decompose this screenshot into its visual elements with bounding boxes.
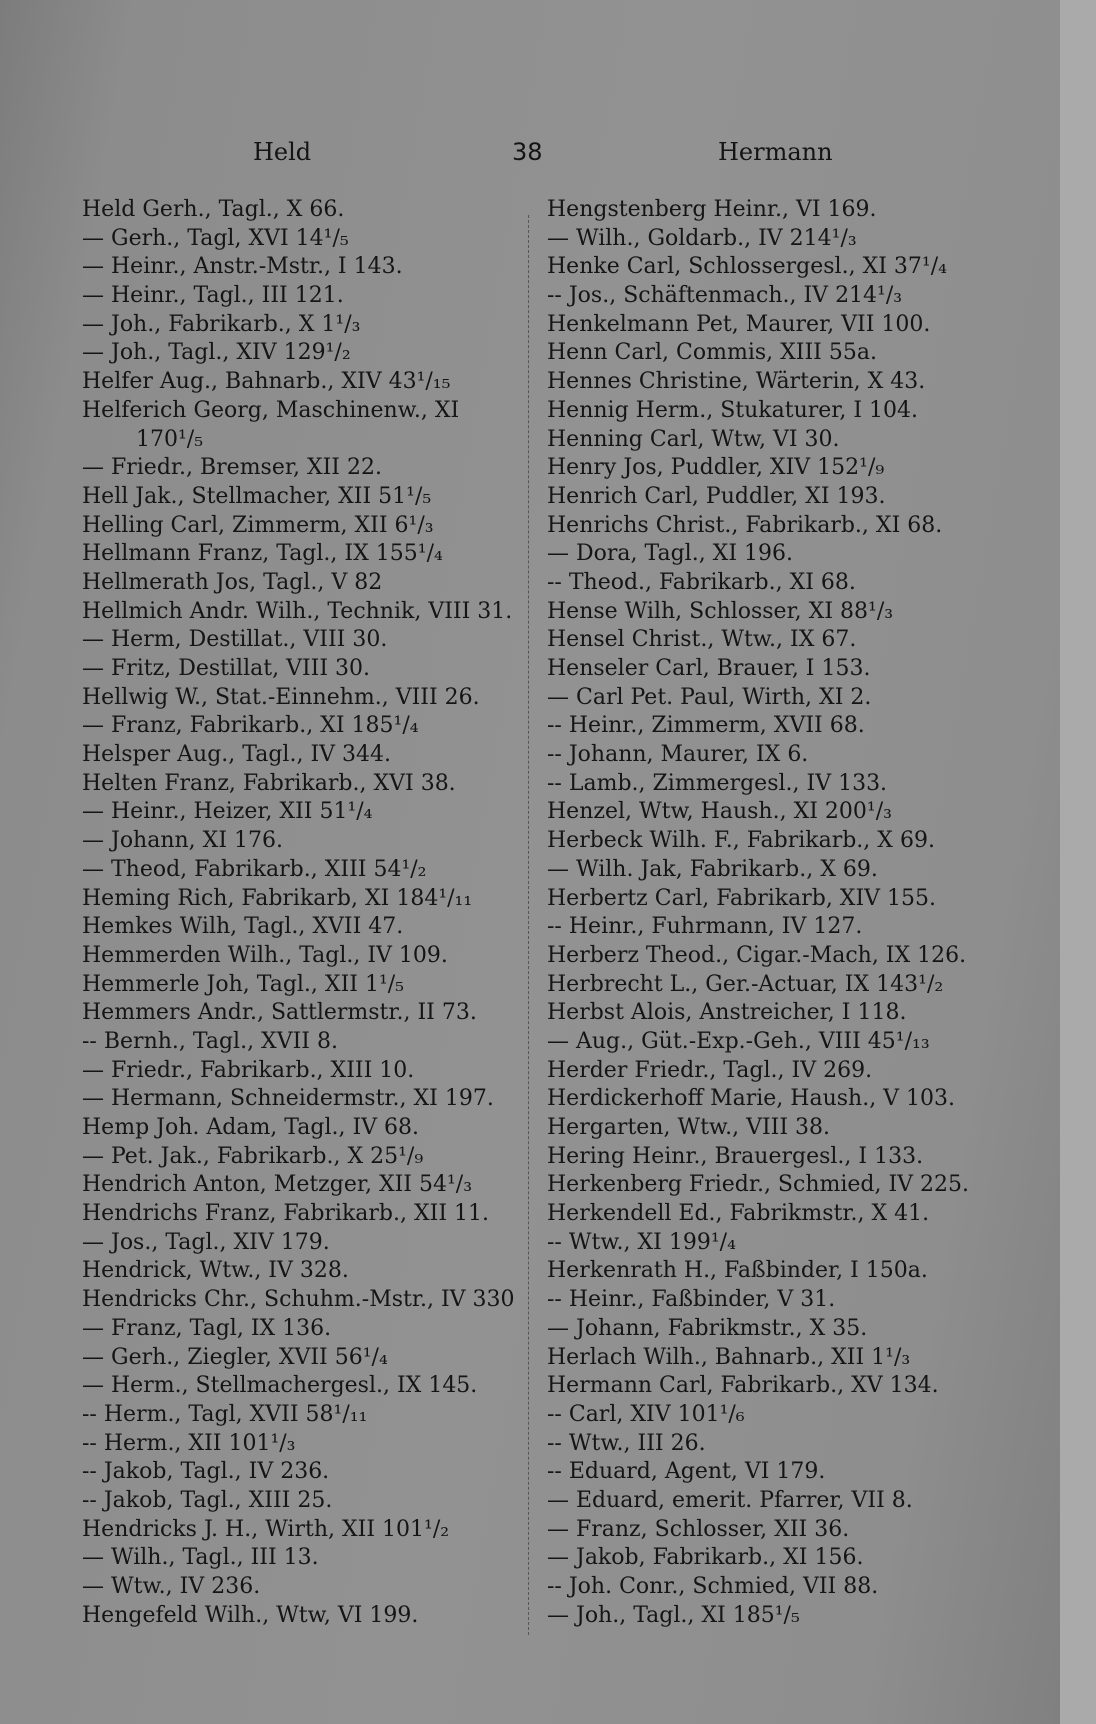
directory-entry: Hennig Herm., Stukaturer, I 104. (547, 397, 919, 423)
directory-entry: Helferich Georg, Maschinenw., XI (82, 397, 460, 423)
directory-entry: Hendricks Chr., Schuhm.-Mstr., IV 330 (82, 1287, 515, 1313)
directory-entry: Hensel Christ., Wtw., IX 67. (547, 627, 857, 653)
directory-entry: -- Heinr., Zimmerm, XVII 68. (547, 713, 865, 739)
directory-entry: -- Carl, XIV 101¹/₆ (547, 1401, 745, 1427)
directory-entry: — Heinr., Anstr.-Mstr., I 143. (82, 254, 403, 280)
directory-entry: — Gerh., Ziegler, XVII 56¹/₄ (82, 1344, 388, 1370)
directory-entry: -- Heinr., Faßbinder, V 31. (547, 1287, 836, 1313)
directory-entry: — Wtw., IV 236. (82, 1574, 261, 1599)
directory-entry: — Herm, Destillat., VIII 30. (82, 627, 388, 653)
directory-entry: Hermann Carl, Fabrikarb., XV 134. (547, 1373, 939, 1399)
directory-entry: Helten Franz, Fabrikarb., XVI 38. (82, 770, 456, 796)
directory-entry: — Heinr., Tagl., III 121. (82, 283, 344, 309)
directory-entry: — Hermann, Schneidermstr., XI 197. (82, 1086, 494, 1112)
directory-entry: -- Wtw., III 26. (547, 1430, 706, 1456)
right-guide-word: Hermann (718, 138, 833, 166)
directory-entry: — Joh., Tagl., XIV 129¹/₂ (82, 340, 351, 366)
directory-entry: — Johann, XI 176. (82, 828, 283, 854)
directory-entry: — Theod, Fabrikarb., XIII 54¹/₂ (82, 856, 427, 882)
directory-entry: Hendrich Anton, Metzger, XII 54¹/₃ (82, 1172, 473, 1198)
directory-entry: Hense Wilh, Schlosser, XI 88¹/₃ (547, 598, 894, 624)
right-column (547, 196, 983, 1630)
directory-entry: -- Jakob, Tagl., XIII 25. (82, 1487, 333, 1513)
directory-entry: — Herm., Stellmachergesl., IX 145. (82, 1373, 478, 1399)
directory-entry: Henrichs Christ., Fabrikarb., XI 68. (547, 512, 943, 538)
directory-entry: Hellmich Andr. Wilh., Technik, VIII 31. (82, 598, 513, 624)
directory-entry: — Johann, Fabrikmstr., X 35. (547, 1315, 868, 1341)
directory-entry: -- Herm., XII 101¹/₃ (82, 1430, 296, 1456)
directory-entry: Henrich Carl, Puddler, XI 193. (547, 483, 886, 509)
directory-entry: Herlach Wilh., Bahnarb., XII 1¹/₃ (547, 1344, 911, 1370)
directory-entry: -- Jos., Schäftenmach., IV 214¹/₃ (547, 283, 903, 309)
directory-entry: Herkenrath H., Faßbinder, I 150a. (547, 1258, 928, 1284)
directory-entry: — Eduard, emerit. Pfarrer, VII 8. (547, 1487, 913, 1513)
directory-entry: — Jos., Tagl., XIV 179. (82, 1229, 330, 1255)
directory-entry: — Fritz, Destillat, VIII 30. (82, 656, 371, 681)
directory-entry: — Gerh., Tagl, XVI 14¹/₅ (82, 225, 349, 251)
directory-entry: Hendricks J. H., Wirth, XII 101¹/₂ (82, 1516, 450, 1542)
directory-entry: Herder Friedr., Tagl., IV 269. (547, 1057, 873, 1083)
page-edge (1060, 0, 1096, 1724)
directory-entry: Herberz Theod., Cigar.-Mach, IX 126. (547, 942, 967, 968)
directory-entry: Hellmann Franz, Tagl., IX 155¹/₄ (82, 541, 443, 567)
directory-entry: Herbeck Wilh. F., Fabrikarb., X 69. (547, 828, 935, 854)
directory-entry: -- Bernh., Tagl., XVII 8. (82, 1028, 338, 1054)
directory-entry: Hergarten, Wtw., VIII 38. (547, 1115, 831, 1140)
directory-entry: Hellmerath Jos, Tagl., V 82 (82, 569, 383, 595)
directory-entry: -- Heinr., Fuhrmann, IV 127. (547, 914, 863, 940)
directory-entry: Herbrecht L., Ger.-Actuar, IX 143¹/₂ (547, 971, 944, 997)
directory-entry: Henry Jos, Puddler, XIV 152¹/₉ (547, 455, 885, 481)
column-divider (528, 215, 529, 1635)
left-guide-word: Held (253, 138, 312, 166)
directory-entry: -- Lamb., Zimmergesl., IV 133. (547, 770, 888, 796)
directory-entry: — Friedr., Bremser, XII 22. (82, 455, 382, 481)
directory-entry: Herdickerhoff Marie, Haush., V 103. (547, 1086, 956, 1112)
directory-entry: Hemmerle Joh, Tagl., XII 1¹/₅ (82, 971, 404, 997)
directory-entry: Hell Jak., Stellmacher, XII 51¹/₅ (82, 483, 432, 509)
directory-entry: — Wilh. Jak, Fabrikarb., X 69. (547, 856, 878, 882)
directory-entry: — Joh., Fabrikarb., X 1¹/₃ (82, 311, 361, 337)
directory-entry: Hemmerden Wilh., Tagl., IV 109. (82, 942, 448, 968)
directory-entry: — Franz, Fabrikarb., XI 185¹/₄ (82, 713, 419, 739)
directory-entry: -- Herm., Tagl, XVII 58¹/₁₁ (82, 1401, 368, 1427)
directory-entry: -- Joh. Conr., Schmied, VII 88. (547, 1574, 879, 1599)
directory-entry: Hennes Christine, Wärterin, X 43. (547, 369, 926, 395)
directory-entry: Herbertz Carl, Fabrikarb, XIV 155. (547, 885, 937, 911)
directory-entry: — Heinr., Heizer, XII 51¹/₄ (82, 799, 373, 825)
directory-entry: Herbst Alois, Anstreicher, I 118. (547, 1000, 907, 1026)
directory-entry: -- Eduard, Agent, VI 179. (547, 1459, 826, 1485)
directory-entry: Herkendell Ed., Fabrikmstr., X 41. (547, 1201, 930, 1227)
directory-entry: — Wilh., Tagl., III 13. (82, 1545, 319, 1571)
directory-entry: -- Wtw., XI 199¹/₄ (547, 1229, 736, 1255)
directory-entry: Henn Carl, Commis, XIII 55a. (547, 340, 877, 366)
directory-entry: -- Jakob, Tagl., IV 236. (82, 1459, 330, 1485)
directory-entry: — Joh., Tagl., XI 185¹/₅ (547, 1602, 800, 1628)
directory-entry: — Pet. Jak., Fabrikarb., X 25¹/₉ (82, 1143, 424, 1169)
directory-entry: Henkelmann Pet, Maurer, VII 100. (547, 311, 931, 337)
directory-entry: Heming Rich, Fabrikarb, XI 184¹/₁₁ (82, 885, 473, 911)
directory-entry: Hemkes Wilh, Tagl., XVII 47. (82, 914, 404, 940)
page-number: 38 (512, 138, 543, 166)
directory-entry: Henseler Carl, Brauer, I 153. (547, 656, 871, 681)
directory-entry: — Jakob, Fabrikarb., XI 156. (547, 1545, 864, 1571)
directory-entry: — Wilh., Goldarb., IV 214¹/₃ (547, 225, 857, 251)
directory-entry: Hendrichs Franz, Fabrikarb., XII 11. (82, 1201, 489, 1227)
directory-entry: Helling Carl, Zimmerm, XII 6¹/₃ (82, 512, 434, 538)
directory-entry: 170¹/₅ (136, 426, 204, 452)
page-header (0, 138, 1060, 178)
directory-entry: Henning Carl, Wtw, VI 30. (547, 426, 840, 452)
directory-entry: Hengstenberg Heinr., VI 169. (547, 197, 877, 222)
directory-entry: — Franz, Schlosser, XII 36. (547, 1516, 850, 1542)
directory-entry: — Friedr., Fabrikarb., XIII 10. (82, 1057, 415, 1083)
directory-entry: Hendrick, Wtw., IV 328. (82, 1258, 349, 1284)
directory-entry: -- Johann, Maurer, IX 6. (547, 742, 809, 768)
directory-entry: -- Theod., Fabrikarb., XI 68. (547, 569, 856, 595)
directory-entry: — Carl Pet. Paul, Wirth, XI 2. (547, 684, 872, 710)
directory-entry: Herkenberg Friedr., Schmied, IV 225. (547, 1172, 970, 1198)
left-column (82, 196, 518, 1630)
directory-entry: Hemp Joh. Adam, Tagl., IV 68. (82, 1115, 420, 1140)
directory-entry: Hering Heinr., Brauergesl., I 133. (547, 1143, 924, 1169)
directory-entry: Hengefeld Wilh., Wtw, VI 199. (82, 1602, 419, 1628)
directory-entry: Helsper Aug., Tagl., IV 344. (82, 742, 391, 768)
directory-entry: Held Gerh., Tagl., X 66. (82, 197, 345, 222)
directory-entry: — Franz, Tagl, IX 136. (82, 1315, 332, 1341)
directory-entry: — Dora, Tagl., XI 196. (547, 541, 794, 567)
directory-entry: Henzel, Wtw, Haush., XI 200¹/₃ (547, 799, 892, 825)
directory-entry: Hellwig W., Stat.-Einnehm., VIII 26. (82, 684, 480, 710)
directory-entry: Helfer Aug., Bahnarb., XIV 43¹/₁₅ (82, 369, 451, 395)
directory-entry: Hemmers Andr., Sattlermstr., II 73. (82, 1000, 477, 1026)
directory-entry: Henke Carl, Schlossergesl., XI 37¹/₄ (547, 254, 947, 280)
directory-entry: — Aug., Güt.-Exp.-Geh., VIII 45¹/₁₃ (547, 1028, 930, 1054)
